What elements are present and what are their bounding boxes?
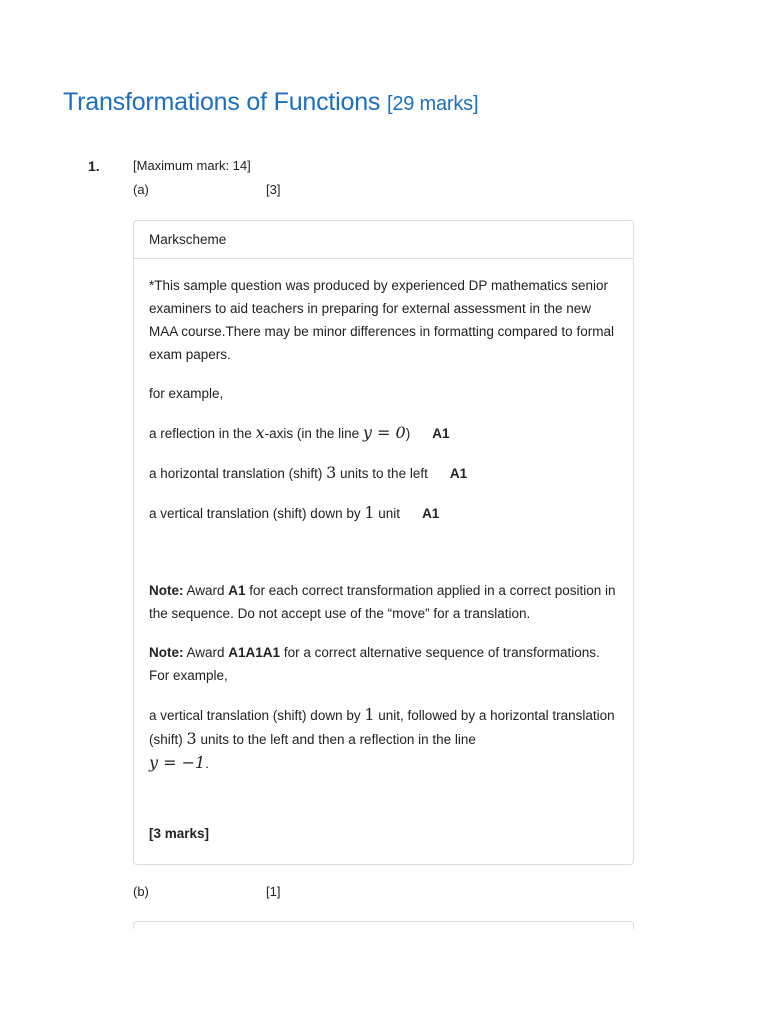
award-mark: A1 [422,506,440,521]
markscheme-intro: *This sample question was produced by experienced DP mathematics senior examiners to aid teachers in preparing for external assessment in the new MAA course.There may be minor differences in formatting compared to formal exam papers. [149,278,614,362]
title-text: Transformations of Functions [63,88,381,116]
part-b-marks: [1] [266,884,281,899]
markscheme-header[interactable]: Markscheme [134,221,633,259]
math-3: 3 [326,463,337,482]
answer-line-horizontal: a horizontal translation (shift) 3 units to the left A1 [149,463,468,482]
answer-line-reflection: a reflection in the x-axis (in the line y = 0) A1 [149,423,450,442]
title-marks: [29 marks] [386,93,479,115]
math-x: x [255,423,265,442]
math-y-eq-0: y = 0 [362,423,406,442]
alternative-sequence: a vertical translation (shift) down by 1 unit, followed by a horizontal translation (shift) 3 units to the left and then a reflection in the line y = −1. [149,705,615,772]
math-1: 1 [364,503,375,522]
award-mark: A1 [432,426,450,441]
question-number: 1. [88,158,100,174]
part-b-label: (b) [133,884,149,899]
part-a-label: (a) [133,182,149,197]
total-marks: [3 marks] [149,826,210,841]
note-2: Note: Award A1A1A1 for a correct alternative sequence of transformations. For example, [149,645,600,683]
note-1: Note: Award A1 for each correct transformation applied in a correct position in the sequence. Do not accept use of the “move” for a translation. [149,583,616,621]
markscheme-body [134,259,633,845]
maximum-mark: [Maximum mark: 14] [133,158,251,173]
page-title [63,88,478,117]
markscheme-panel-a [133,220,634,865]
for-example: for example, [149,386,224,401]
answer-line-vertical: a vertical translation (shift) down by 1 unit A1 [149,503,440,522]
part-a-marks: [3] [266,182,281,197]
award-mark: A1 [449,466,468,481]
